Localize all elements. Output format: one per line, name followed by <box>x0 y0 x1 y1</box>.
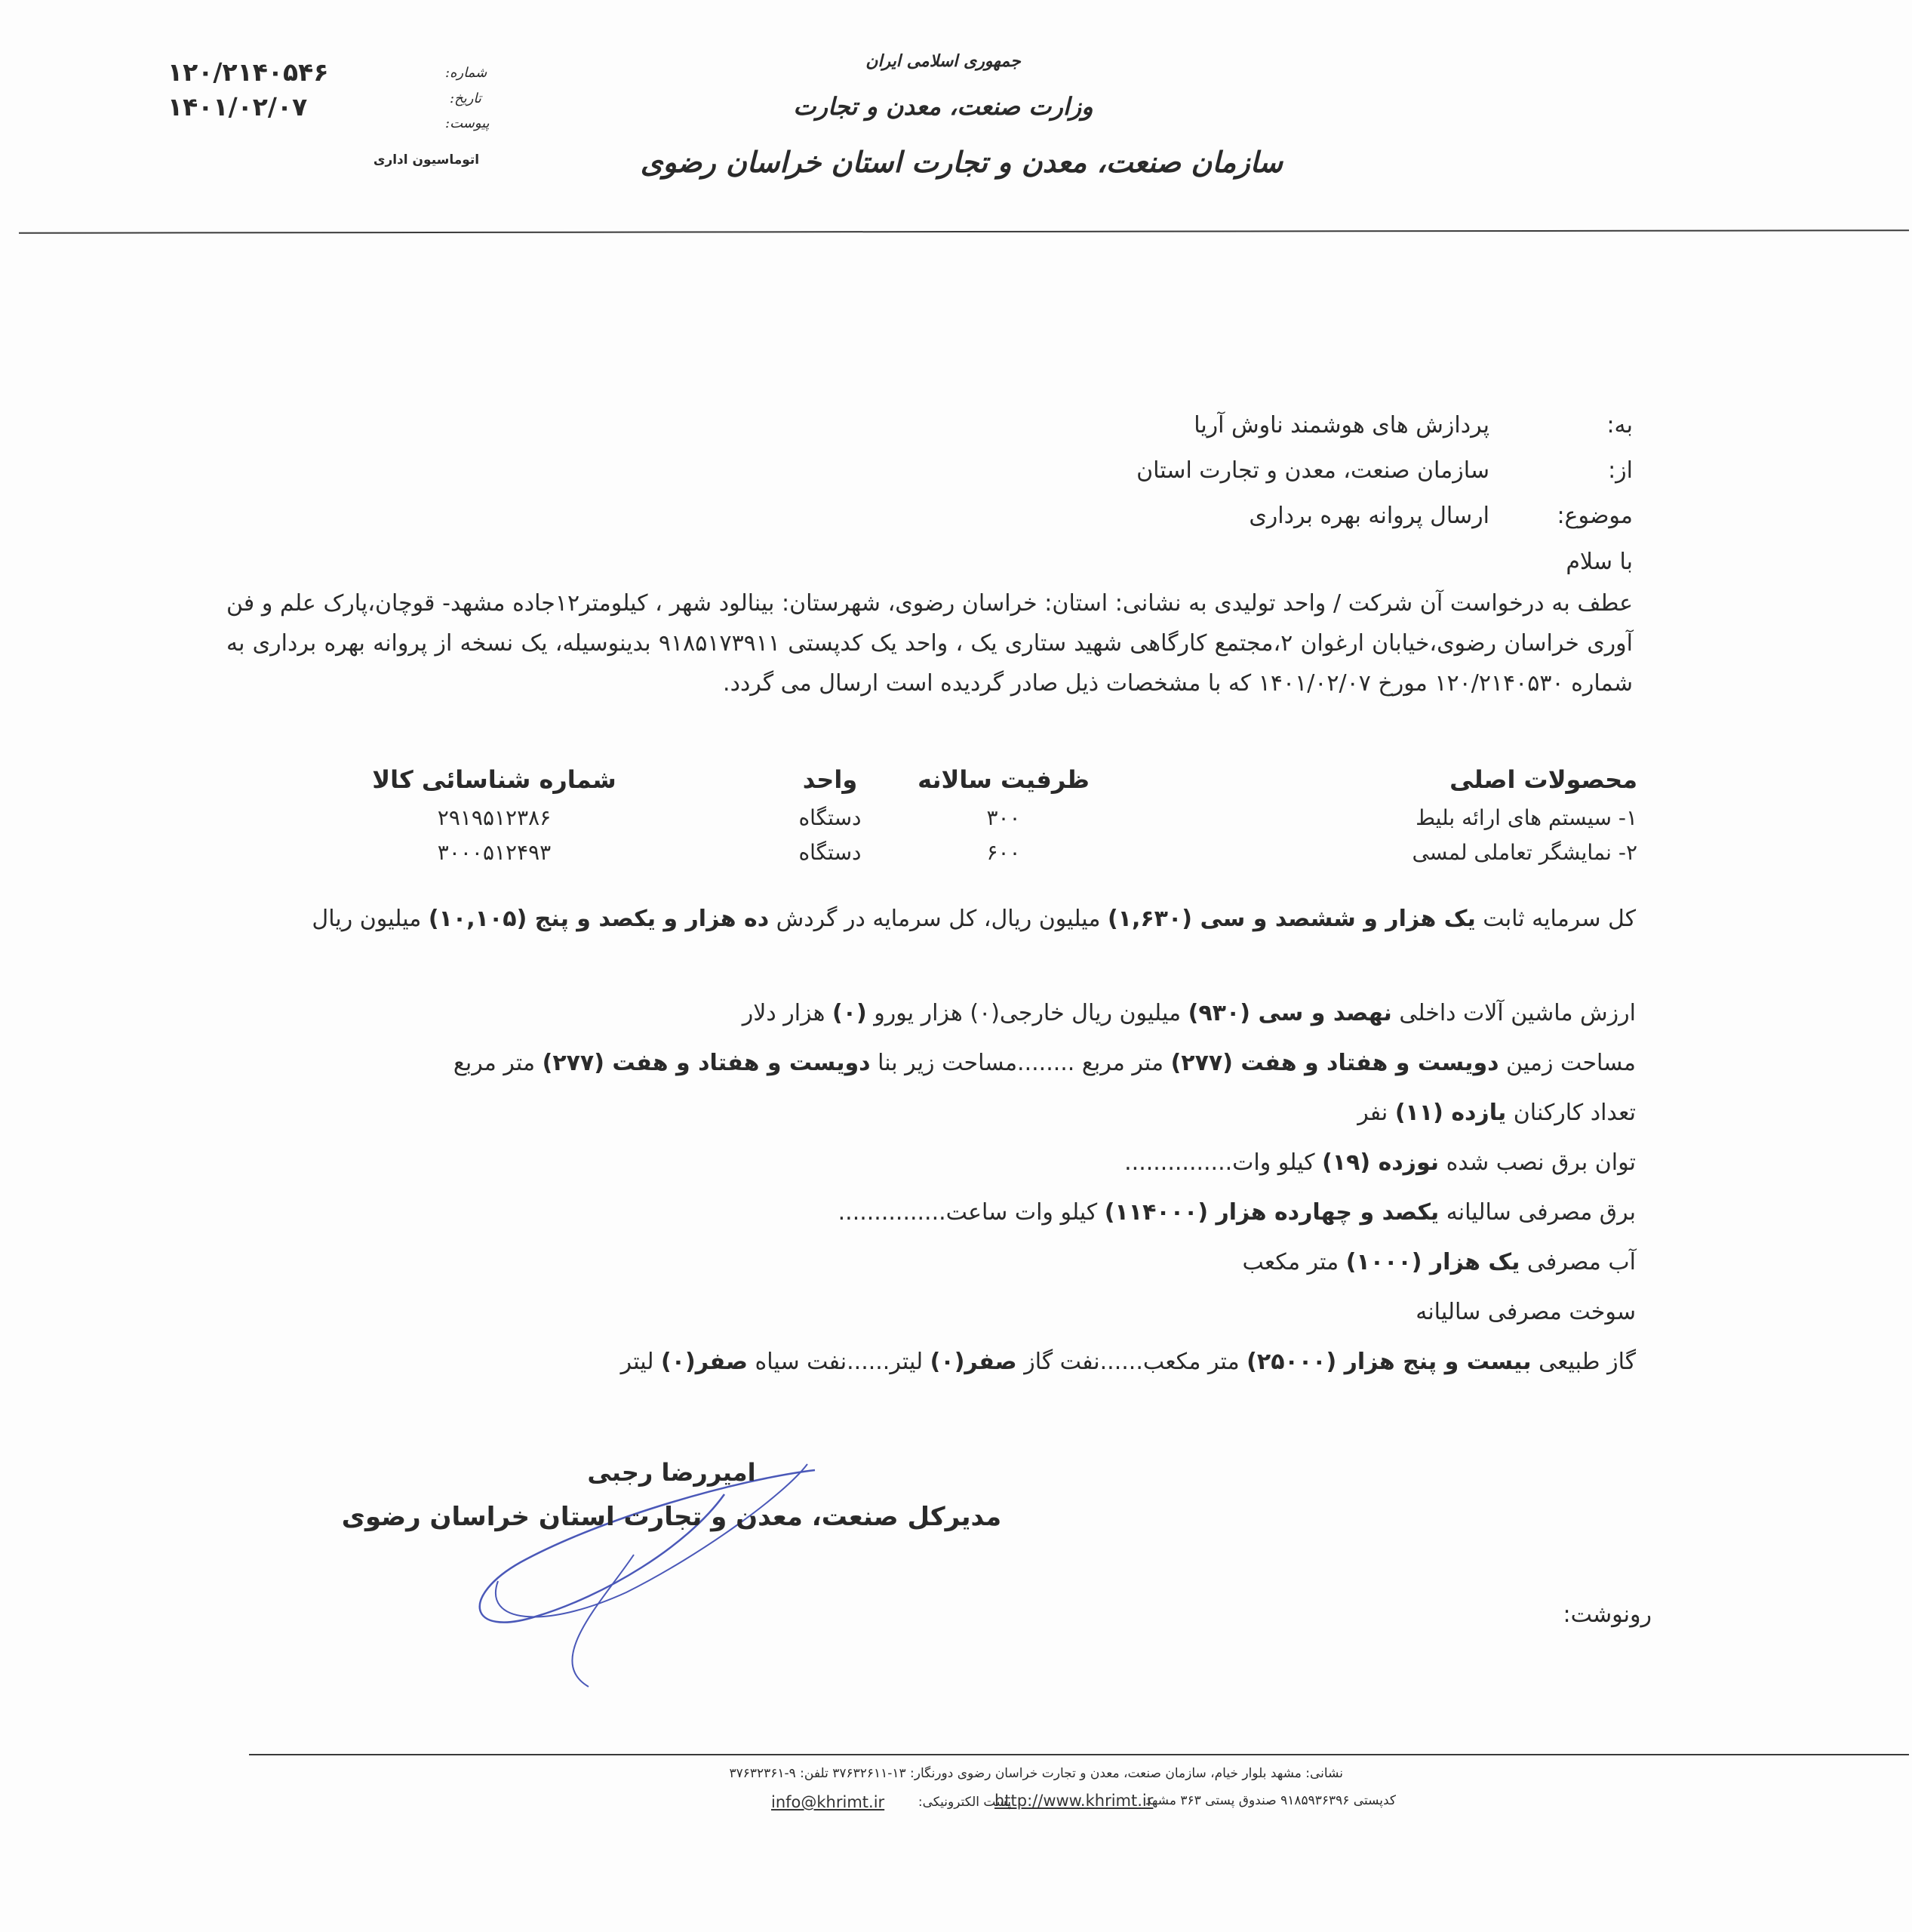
product-capacity: ۳۰۰ <box>986 804 1021 830</box>
cc-label: رونوشت: <box>1563 1601 1652 1628</box>
date-label: تاریخ: <box>450 91 481 106</box>
signatory-title: مدیرکل صنعت، معدن و تجارت استان خراسان رضوی <box>341 1502 1002 1532</box>
intro-paragraph: عطف به درخواست آن شرکت / واحد تولیدی به نشانی: استان: خراسان رضوی، شهرستان: بینالود شهر ، کیلومتر۱۲جاده مشهد- قوچان،پارک علم و فن آوری خراسان رضوی،خیابان ارغوان ۲،مجتمع کارگاهی شهید ستاری یک ، واحد یک کدپستی ۹۱۸۵۱۷۳۹۱۱ بدینوسیله، یک نسخه از پروانه بهره برداری به شماره ۱۲۰/۲۱۴۰۵۳۰ مورخ ۱۴۰۱/۰۲/۰۷ که با مشخصات ذیل صادر گردیده است ارسال می گردد. <box>226 590 1633 697</box>
product-code: ۳۰۰۰۵۱۲۴۹۳ <box>437 839 552 865</box>
letter-date: ۱۴۰۱/۰۲/۰۷ <box>168 92 308 122</box>
table-row <box>219 835 1637 869</box>
header-ministry: وزارت صنعت، معدن و تجارت <box>793 92 1093 121</box>
from-value: سازمان صنعت، معدن و تجارت استان <box>1136 457 1489 484</box>
product-unit: دستگاه <box>798 804 862 830</box>
to-label: به: <box>1606 412 1633 438</box>
electricity-line: برق مصرفی سالیانه یکصد و چهارده هزار (۱۱۴۰۰۰) کیلو وات ساعت............... <box>838 1199 1636 1226</box>
col-capacity: ظرفیت سالانه <box>918 765 1090 794</box>
email-link[interactable]: info@khrimt.ir <box>771 1793 885 1811</box>
water-line: آب مصرفی یک هزار (۱۰۰۰) متر مکعب <box>1242 1249 1636 1275</box>
products-table <box>219 759 1637 869</box>
email-label: پست الکترونیکی: <box>918 1795 1011 1810</box>
to-value: پردازش های هوشمند ناوش آریا <box>1194 412 1489 438</box>
col-products: محصولات اصلی <box>1449 765 1637 794</box>
number-label: شماره: <box>445 65 487 81</box>
power-line: توان برق نصب شده نوزده (۱۹) کیلو وات............... <box>1124 1149 1636 1176</box>
subject-value: ارسال پروانه بهره برداری <box>1249 503 1489 529</box>
product-code: ۲۹۱۹۵۱۲۳۸۶ <box>437 804 552 830</box>
machinery-line: ارزش ماشین آلات داخلی نهصد و سی (۹۳۰) میلیون ریال خارجی(۰) هزار یورو (۰) هزار دلار <box>742 1000 1636 1026</box>
employees-line: تعداد کارکنان یازده (۱۱) نفر <box>1357 1100 1636 1126</box>
table-row <box>219 800 1637 835</box>
fuel-title: سوخت مصرفی سالیانه <box>1416 1299 1636 1325</box>
col-code: شماره شناسائی کالا <box>372 765 616 794</box>
capital-line: کل سرمایه ثابت یک هزار و ششصد و سی (۱,۶۳۰) میلیون ریال، کل سرمایه در گردش ده هزار و یکصد و پنج (۱۰,۱۰۵) میلیون ریال <box>312 906 1636 932</box>
product-unit: دستگاه <box>798 839 862 865</box>
footer-address: نشانی: مشهد بلوار خیام، سازمان صنعت، معدن و تجارت خراسان رضوی دورنگار: ۱۳-۳۷۶۳۲۶۱۱ تلفن: ۹-۳۷۶۳۲۳۶۱ <box>729 1766 1343 1781</box>
products-header-row <box>219 759 1637 800</box>
product-name: ۱- سیستم های ارائه بلیط <box>1416 804 1637 830</box>
area-line: مساحت زمین دویست و هفتاد و هفت (۲۷۷) متر مربع ........مساحت زیر بنا دویست و هفتاد و هفت (۲۷۷) متر مربع <box>453 1050 1636 1076</box>
header-republic: جمهوری اسلامی ایران <box>865 51 1021 71</box>
greeting: با سلام <box>1566 549 1633 575</box>
from-label: از: <box>1608 457 1633 484</box>
letter-number: ۱۲۰/۲۱۴۰۵۴۶ <box>168 57 329 87</box>
col-unit: واحد <box>802 765 858 794</box>
product-name: ۲- نمایشگر تعاملی لمسی <box>1412 839 1637 865</box>
gas-line: گاز طبیعی بیست و پنج هزار (۲۵۰۰۰) متر مکعب......نفت گاز صفر(۰) لیتر......نفت سیاه صفر(۰) لیتر <box>620 1349 1636 1375</box>
footer-divider <box>249 1754 1909 1755</box>
header-organization: سازمان صنعت، معدن و تجارت استان خراسان رضوی <box>640 145 1283 179</box>
signatory-name: امیررضا رجبی <box>587 1458 756 1487</box>
footer-postal: کدپستی ۹۱۸۵۹۳۶۳۹۶ صندوق پستی ۳۶۳ مشهد <box>1145 1793 1396 1808</box>
website-link[interactable]: http://www.khrimt.ir <box>994 1792 1154 1810</box>
subject-label: موضوع: <box>1557 503 1633 529</box>
automation-label: اتوماسیون اداری <box>373 152 480 168</box>
product-capacity: ۶۰۰ <box>986 839 1021 865</box>
attachment-label: پیوست: <box>445 115 490 131</box>
header-divider <box>19 229 1909 233</box>
